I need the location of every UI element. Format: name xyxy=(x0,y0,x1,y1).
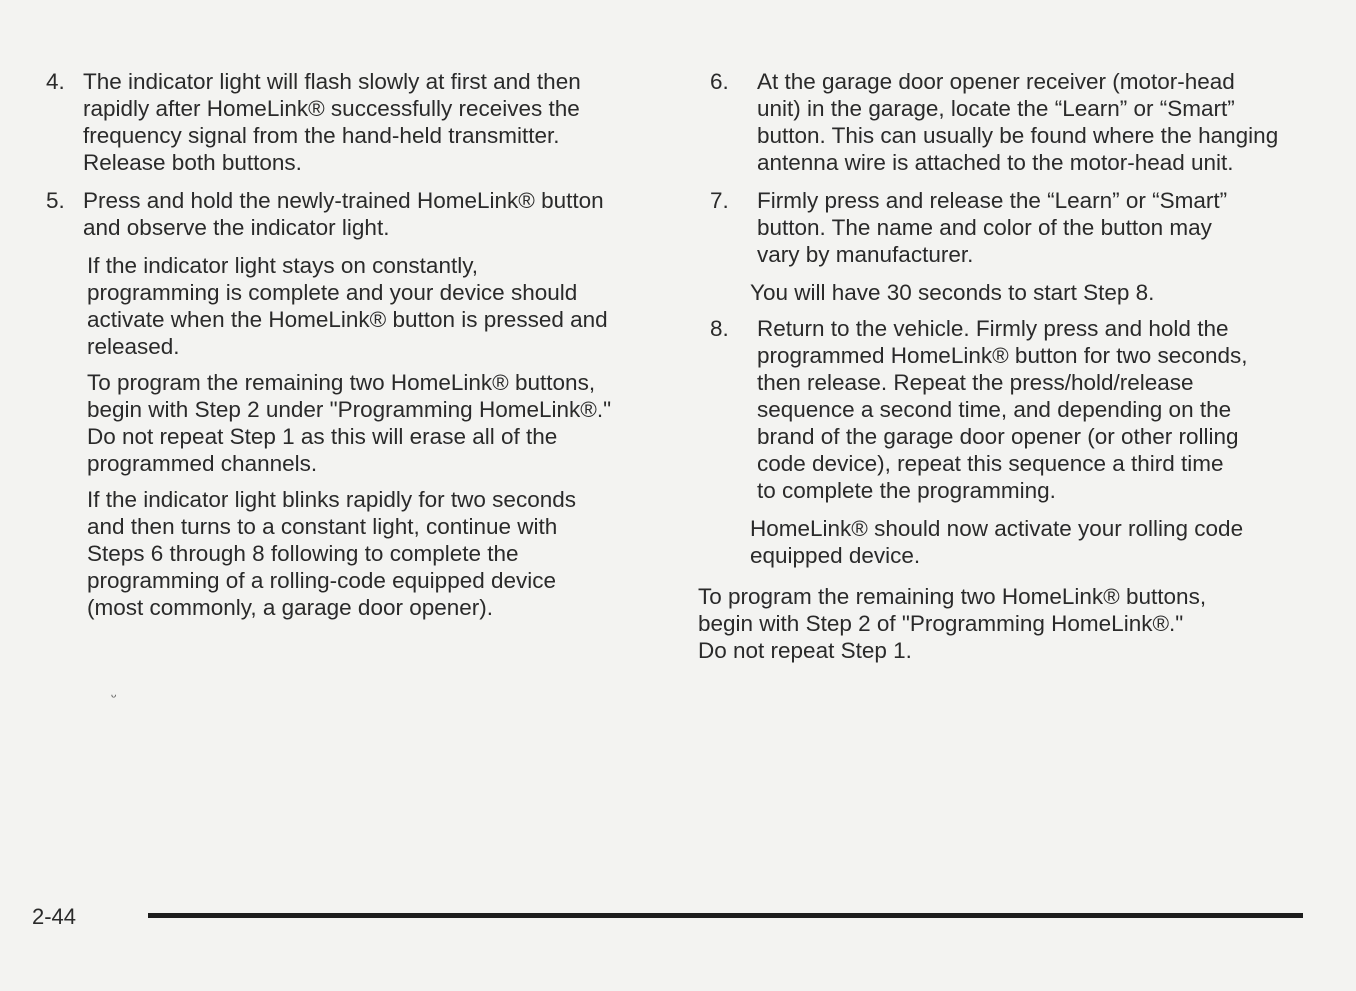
remaining-buttons-paragraph: To program the remaining two HomeLink® buttons, begin with Step 2 of "Programming HomeLink®." Do not repeat Step 1. xyxy=(698,584,1207,663)
rolling-code-paragraph: HomeLink® should now activate your rolling code equipped device. xyxy=(750,516,1244,568)
step-text: Return to the vehicle. Firmly press and hold the programmed HomeLink® button for two seconds, then release. Repeat the press/hold/release sequence a second time, and depending on the brand of the garage door opener (or other rolling code device), repeat this sequence a third time to complete the programming. xyxy=(757,316,1248,503)
step-text: Press and hold the newly-trained HomeLink® button and observe the indicator light. xyxy=(83,188,604,240)
step-4 xyxy=(46,68,656,176)
step-number: 8. xyxy=(710,316,729,341)
step-number: 4. xyxy=(46,69,65,94)
remaining-buttons-paragraph: To program the remaining two HomeLink® buttons, begin with Step 2 under "Programming HomeLink®." Do not repeat Step 1 as this will erase all of the programmed channels. xyxy=(87,370,612,476)
footer-rule xyxy=(148,913,1303,918)
page-number: 2-44 xyxy=(32,904,77,929)
step-number: 5. xyxy=(46,188,65,213)
step-text: At the garage door opener receiver (motor-head unit) in the garage, locate the “Learn” or “Smart” button. This can usually be found where the hanging antenna wire is attached to the motor-head unit. xyxy=(757,69,1279,175)
step-text: The indicator light will flash slowly at first and then rapidly after HomeLink® successfully receives the frequency signal from the hand-held transmitter. Release both buttons. xyxy=(83,69,581,175)
step-number: 7. xyxy=(710,188,729,213)
step-text: Firmly press and release the “Learn” or “Smart” button. The name and color of the button may vary by manufacturer. xyxy=(757,188,1228,267)
stray-mark: ᵕ xyxy=(111,688,117,704)
step-8 xyxy=(698,315,1318,504)
blinking-light-paragraph: If the indicator light blinks rapidly for two seconds and then turns to a constant light, continue with Steps 6 through 8 following to complete the programming of a rolling-code equipped device (most commonly, a garage door opener). xyxy=(87,487,576,620)
step-7 xyxy=(698,187,1318,268)
step-number: 6. xyxy=(710,69,729,94)
right-column xyxy=(698,68,1318,664)
step-6 xyxy=(698,68,1318,176)
thirty-seconds-paragraph: You will have 30 seconds to start Step 8. xyxy=(750,280,1155,305)
constant-light-paragraph: If the indicator light stays on constantly, programming is complete and your device should activate when the HomeLink® button is pressed and released. xyxy=(87,253,608,359)
step-5 xyxy=(46,187,656,241)
left-column xyxy=(46,68,656,630)
